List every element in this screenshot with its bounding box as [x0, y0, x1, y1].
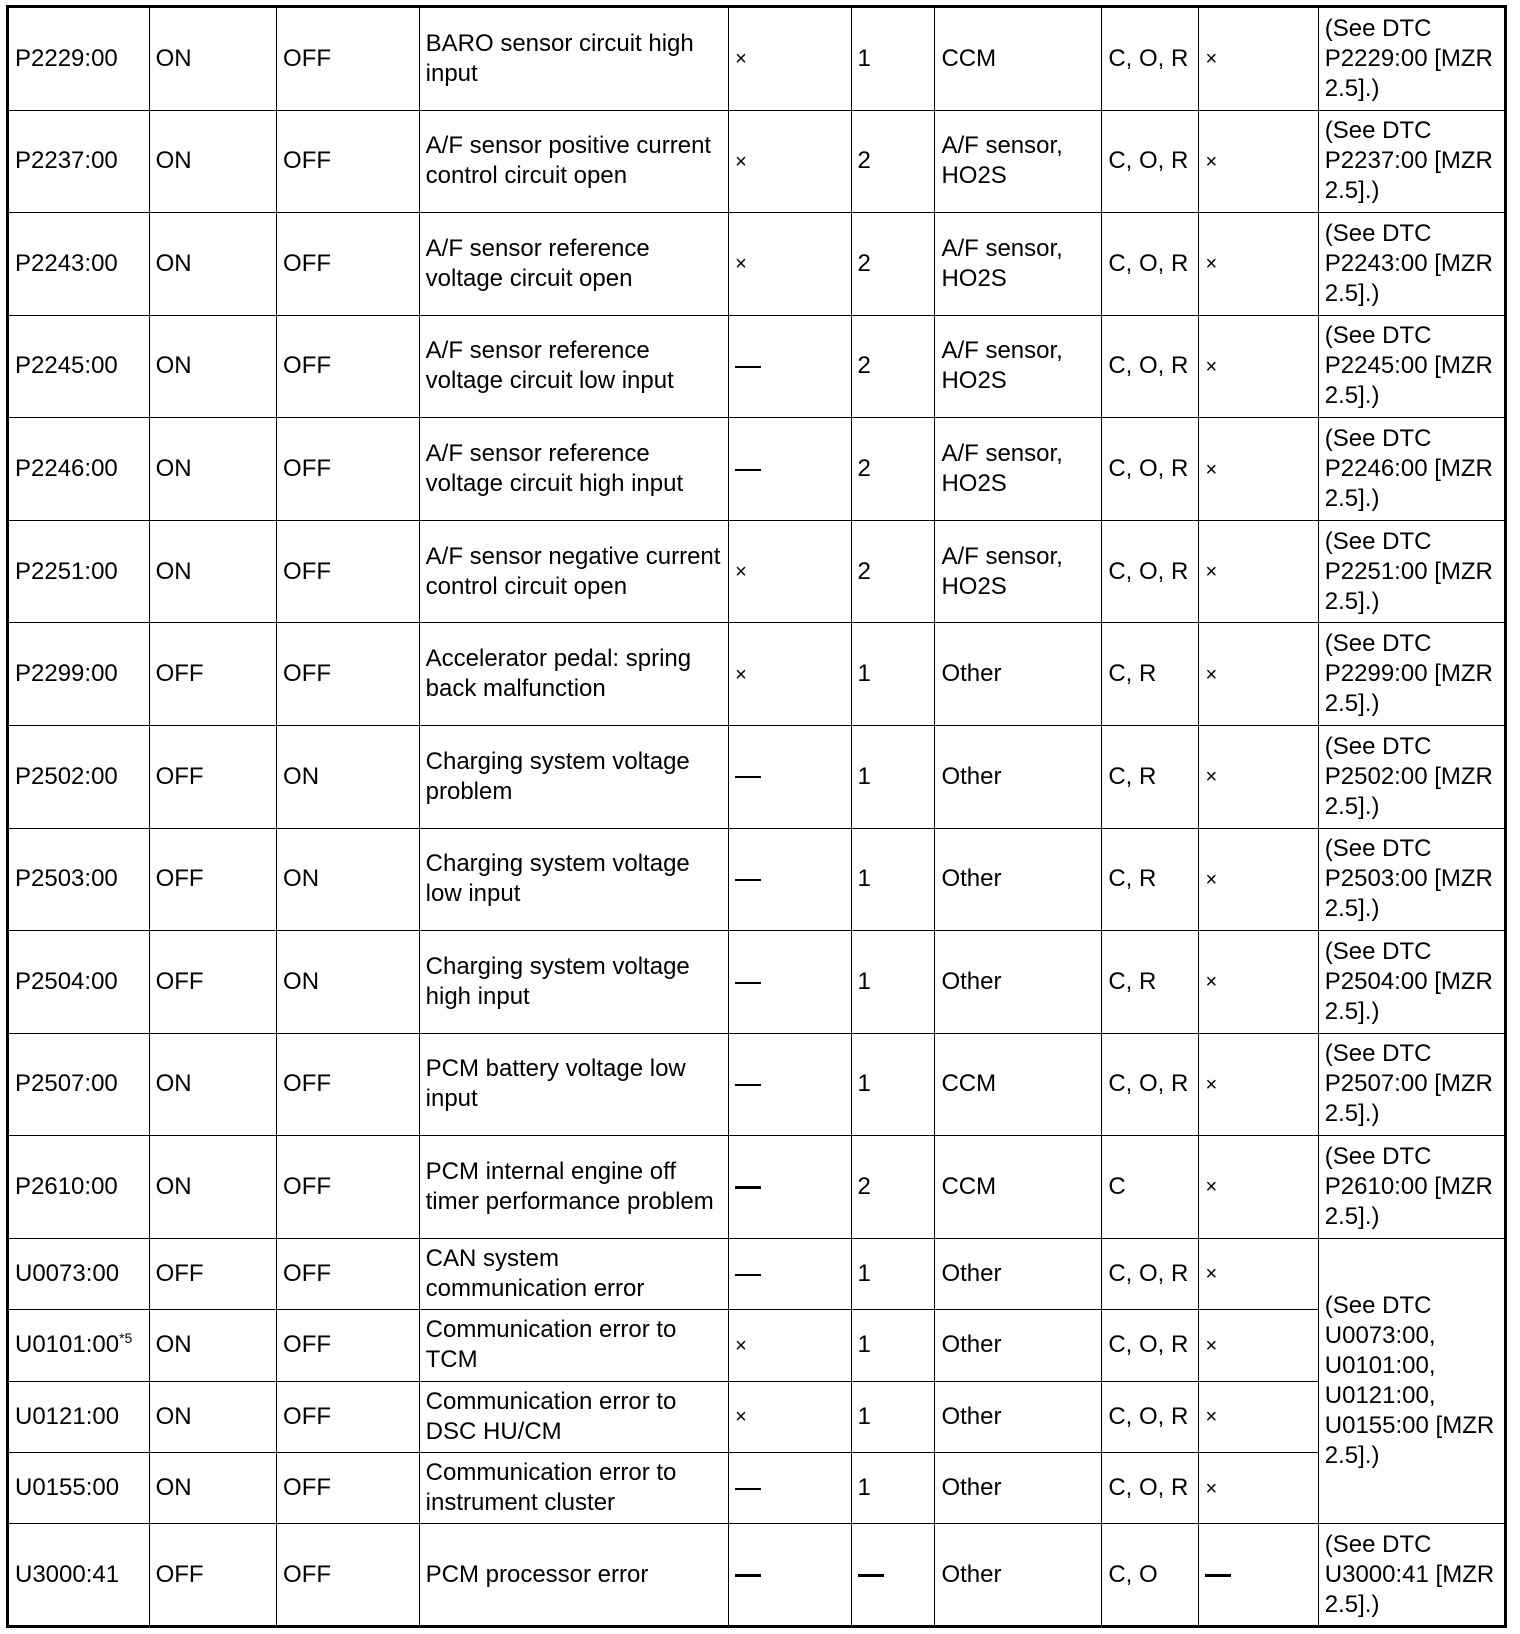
x-mark: ×	[1205, 48, 1218, 71]
monitor-cell	[729, 1136, 851, 1239]
monitor-cell	[729, 1452, 851, 1523]
dtc-code	[8, 1310, 150, 1381]
fail-cell	[1199, 1033, 1318, 1136]
description-cell: A/F sensor reference voltage circuit open	[419, 213, 729, 316]
description-cell: A/F sensor positive current control circuit open	[419, 110, 729, 213]
dtc-type-cell: C, O, R	[1102, 1033, 1199, 1136]
trip-cell: 1	[851, 1310, 935, 1381]
mil-cell: ON	[149, 1452, 276, 1523]
dtc-table	[6, 5, 1507, 1628]
fail-cell	[1199, 110, 1318, 213]
fail-cell	[1199, 418, 1318, 521]
dtc-type-cell: C, R	[1102, 931, 1199, 1034]
trip-cell: 2	[851, 213, 935, 316]
reference-cell: (See DTC P2246:00 [MZR 2.5].)	[1318, 418, 1505, 521]
gen-cell: OFF	[277, 1381, 420, 1452]
monitor-cell	[729, 110, 851, 213]
dtc-code: P2251:00	[8, 520, 150, 623]
footnote-mark: *5	[119, 1330, 133, 1347]
dtc-code: P2237:00	[8, 110, 150, 213]
gen-cell: OFF	[277, 1452, 420, 1523]
monitor-item-cell: CCM	[935, 1033, 1102, 1136]
gen-cell: OFF	[277, 110, 420, 213]
gen-cell: ON	[277, 725, 420, 828]
description-cell: Communication error to TCM	[419, 1310, 729, 1381]
dtc-code: P2502:00	[8, 725, 150, 828]
x-mark: ×	[1205, 458, 1218, 481]
x-mark: ×	[735, 150, 747, 173]
reference-cell: (See DTC P2237:00 [MZR 2.5].)	[1318, 110, 1505, 213]
trip-cell: 1	[851, 1381, 935, 1452]
dtc-code-text: U0101:00	[15, 1331, 120, 1359]
gen-cell: OFF	[277, 1033, 420, 1136]
mil-cell: ON	[149, 1310, 276, 1381]
dtc-type-cell: C, R	[1102, 725, 1199, 828]
monitor-item-cell: A/F sensor, HO2S	[935, 520, 1102, 623]
table-row	[8, 1310, 1506, 1381]
monitor-cell	[729, 520, 851, 623]
dtc-code: P2245:00	[8, 315, 150, 418]
description-cell: Accelerator pedal: spring back malfunction	[419, 623, 729, 726]
trip-cell: 2	[851, 418, 935, 521]
table-row	[8, 1238, 1506, 1309]
description-cell: Communication error to DSC HU/CM	[419, 1381, 729, 1452]
dash-mark	[735, 1488, 761, 1490]
fail-cell	[1199, 213, 1318, 316]
dtc-type-cell: C, O, R	[1102, 315, 1199, 418]
fail-cell	[1199, 1452, 1318, 1523]
dtc-code: P2610:00	[8, 1136, 150, 1239]
x-mark: ×	[1205, 971, 1218, 994]
monitor-item-cell: CCM	[935, 1136, 1102, 1239]
dtc-type-cell: C	[1102, 1136, 1199, 1239]
fail-cell	[1199, 725, 1318, 828]
dtc-type-cell: C, O, R	[1102, 1452, 1199, 1523]
dtc-code: P2243:00	[8, 213, 150, 316]
table-row	[8, 1381, 1506, 1452]
gen-cell: OFF	[277, 623, 420, 726]
fail-cell	[1199, 1524, 1318, 1627]
description-cell: CAN system communication error	[419, 1238, 729, 1309]
table-row	[8, 1033, 1506, 1136]
table-row	[8, 520, 1506, 623]
monitor-cell	[729, 828, 851, 931]
dtc-type-cell: C, O, R	[1102, 1310, 1199, 1381]
table-row	[8, 418, 1506, 521]
gen-cell: OFF	[277, 1136, 420, 1239]
x-mark: ×	[1205, 766, 1218, 789]
dtc-type-cell: C, O, R	[1102, 213, 1199, 316]
reference-cell: (See DTC P2251:00 [MZR 2.5].)	[1318, 520, 1505, 623]
monitor-item-cell: Other	[935, 725, 1102, 828]
x-mark: ×	[1205, 1176, 1218, 1199]
monitor-cell	[729, 1033, 851, 1136]
dtc-type-cell: C, O, R	[1102, 1238, 1199, 1309]
table-row	[8, 315, 1506, 418]
x-mark: ×	[735, 561, 747, 584]
dtc-code: P2299:00	[8, 623, 150, 726]
mil-cell: OFF	[149, 1238, 276, 1309]
monitor-item-cell: Other	[935, 931, 1102, 1034]
monitor-cell	[729, 7, 851, 111]
dash-mark	[1205, 1574, 1231, 1577]
dash-mark	[735, 776, 761, 778]
x-mark: ×	[1205, 1073, 1218, 1096]
dtc-code: P2229:00	[8, 7, 150, 111]
monitor-item-cell: CCM	[935, 7, 1102, 111]
mil-cell: ON	[149, 110, 276, 213]
trip-cell: 1	[851, 725, 935, 828]
fail-cell	[1199, 1381, 1318, 1452]
reference-cell: (See DTC P2299:00 [MZR 2.5].)	[1318, 623, 1505, 726]
monitor-item-cell: A/F sensor, HO2S	[935, 110, 1102, 213]
description-cell: PCM internal engine off timer performance problem	[419, 1136, 729, 1239]
trip-cell: 1	[851, 623, 935, 726]
x-mark: ×	[1205, 1334, 1218, 1357]
mil-cell: OFF	[149, 931, 276, 1034]
table-row	[8, 725, 1506, 828]
x-mark: ×	[1205, 561, 1218, 584]
mil-cell: ON	[149, 520, 276, 623]
dtc-type-cell: C, O, R	[1102, 1381, 1199, 1452]
description-cell: PCM processor error	[419, 1524, 729, 1627]
mil-cell: OFF	[149, 623, 276, 726]
monitor-cell	[729, 725, 851, 828]
monitor-cell	[729, 931, 851, 1034]
monitor-cell	[729, 213, 851, 316]
table-row	[8, 828, 1506, 931]
reference-cell: (See DTC U3000:41 [MZR 2.5].)	[1318, 1524, 1505, 1627]
dtc-type-cell: C, O, R	[1102, 418, 1199, 521]
monitor-item-cell: Other	[935, 1381, 1102, 1452]
monitor-item-cell: Other	[935, 1238, 1102, 1309]
monitor-item-cell: Other	[935, 1524, 1102, 1627]
description-cell: PCM battery voltage low input	[419, 1033, 729, 1136]
x-mark: ×	[1205, 1477, 1218, 1500]
fail-cell	[1199, 520, 1318, 623]
monitor-cell	[729, 1524, 851, 1627]
table-row	[8, 7, 1506, 111]
dash-mark	[735, 366, 761, 368]
x-mark: ×	[1205, 1406, 1218, 1429]
fail-cell	[1199, 828, 1318, 931]
table-row	[8, 623, 1506, 726]
gen-cell: ON	[277, 931, 420, 1034]
description-cell: BARO sensor circuit high input	[419, 7, 729, 111]
trip-cell: 2	[851, 520, 935, 623]
gen-cell: OFF	[277, 1238, 420, 1309]
gen-cell: OFF	[277, 213, 420, 316]
gen-cell: OFF	[277, 418, 420, 521]
mil-cell: ON	[149, 1033, 276, 1136]
trip-cell: 1	[851, 7, 935, 111]
dash-mark	[858, 1574, 884, 1577]
dash-mark	[735, 982, 761, 984]
dtc-code: P2507:00	[8, 1033, 150, 1136]
dash-mark	[735, 1574, 761, 1577]
mil-cell: ON	[149, 213, 276, 316]
x-mark: ×	[735, 253, 747, 276]
dtc-code: U0155:00	[8, 1452, 150, 1523]
description-cell: Charging system voltage low input	[419, 828, 729, 931]
dash-mark	[735, 879, 761, 881]
monitor-cell	[729, 1238, 851, 1309]
table-row	[8, 1524, 1506, 1627]
description-cell: Charging system voltage problem	[419, 725, 729, 828]
trip-cell: 1	[851, 1238, 935, 1309]
table-row	[8, 110, 1506, 213]
dtc-type-cell: C, O, R	[1102, 7, 1199, 111]
trip-cell: 2	[851, 110, 935, 213]
reference-cell: (See DTC P2503:00 [MZR 2.5].)	[1318, 828, 1505, 931]
reference-cell: (See DTC P2610:00 [MZR 2.5].)	[1318, 1136, 1505, 1239]
trip-cell: 1	[851, 1033, 935, 1136]
monitor-item-cell: Other	[935, 1310, 1102, 1381]
mil-cell: ON	[149, 418, 276, 521]
mil-cell: ON	[149, 7, 276, 111]
trip-cell: 1	[851, 931, 935, 1034]
reference-cell: (See DTC P2502:00 [MZR 2.5].)	[1318, 725, 1505, 828]
dtc-code: U3000:41	[8, 1524, 150, 1627]
fail-cell	[1199, 7, 1318, 111]
fail-cell	[1199, 1238, 1318, 1309]
mil-cell: ON	[149, 1136, 276, 1239]
monitor-item-cell: Other	[935, 828, 1102, 931]
table-row	[8, 1136, 1506, 1239]
monitor-item-cell: A/F sensor, HO2S	[935, 315, 1102, 418]
mil-cell: OFF	[149, 828, 276, 931]
gen-cell: OFF	[277, 1524, 420, 1627]
reference-cell: (See DTC P2245:00 [MZR 2.5].)	[1318, 315, 1505, 418]
dash-mark	[735, 1186, 761, 1189]
reference-cell: (See DTC P2507:00 [MZR 2.5].)	[1318, 1033, 1505, 1136]
dtc-type-cell: C, O	[1102, 1524, 1199, 1627]
x-mark: ×	[1205, 150, 1218, 173]
dash-mark	[735, 1274, 761, 1276]
dtc-code: P2246:00	[8, 418, 150, 521]
dash-mark	[735, 469, 761, 471]
x-mark: ×	[735, 48, 747, 71]
mil-cell: ON	[149, 315, 276, 418]
fail-cell	[1199, 623, 1318, 726]
dtc-type-cell: C, R	[1102, 623, 1199, 726]
monitor-cell	[729, 623, 851, 726]
trip-cell: 1	[851, 1452, 935, 1523]
mil-cell: OFF	[149, 725, 276, 828]
fail-cell	[1199, 315, 1318, 418]
dash-mark	[735, 1084, 761, 1086]
reference-cell: (See DTC P2504:00 [MZR 2.5].)	[1318, 931, 1505, 1034]
gen-cell: OFF	[277, 7, 420, 111]
gen-cell: OFF	[277, 520, 420, 623]
x-mark: ×	[1205, 1263, 1218, 1286]
reference-cell: (See DTC P2229:00 [MZR 2.5].)	[1318, 7, 1505, 111]
monitor-item-cell: A/F sensor, HO2S	[935, 418, 1102, 521]
monitor-item-cell: A/F sensor, HO2S	[935, 213, 1102, 316]
monitor-item-cell: Other	[935, 1452, 1102, 1523]
fail-cell	[1199, 1310, 1318, 1381]
dtc-code: U0073:00	[8, 1238, 150, 1309]
trip-cell: 2	[851, 1136, 935, 1239]
dtc-type-cell: C, O, R	[1102, 110, 1199, 213]
trip-cell: 2	[851, 315, 935, 418]
dtc-code: P2503:00	[8, 828, 150, 931]
gen-cell: OFF	[277, 1310, 420, 1381]
dtc-type-cell: C, O, R	[1102, 520, 1199, 623]
trip-cell	[851, 1524, 935, 1627]
monitor-cell	[729, 1381, 851, 1452]
monitor-item-cell: Other	[935, 623, 1102, 726]
table-row	[8, 1452, 1506, 1523]
table-row	[8, 213, 1506, 316]
monitor-cell	[729, 418, 851, 521]
fail-cell	[1199, 931, 1318, 1034]
x-mark: ×	[735, 1334, 747, 1357]
group-reference-cell: (See DTC U0073:00, U0101:00, U0121:00, U0155:00 [MZR 2.5].)	[1318, 1238, 1505, 1524]
description-cell: A/F sensor negative current control circuit open	[419, 520, 729, 623]
x-mark: ×	[1205, 355, 1218, 378]
reference-cell: (See DTC P2243:00 [MZR 2.5].)	[1318, 213, 1505, 316]
description-cell: Charging system voltage high input	[419, 931, 729, 1034]
mil-cell: ON	[149, 1381, 276, 1452]
monitor-cell	[729, 315, 851, 418]
description-cell: Communication error to instrument cluster	[419, 1452, 729, 1523]
x-mark: ×	[735, 1406, 747, 1429]
description-cell: A/F sensor reference voltage circuit high input	[419, 418, 729, 521]
gen-cell: OFF	[277, 315, 420, 418]
mil-cell: OFF	[149, 1524, 276, 1627]
gen-cell: ON	[277, 828, 420, 931]
x-mark: ×	[735, 663, 747, 686]
dtc-code: P2504:00	[8, 931, 150, 1034]
x-mark: ×	[1205, 868, 1218, 891]
x-mark: ×	[1205, 253, 1218, 276]
trip-cell: 1	[851, 828, 935, 931]
x-mark: ×	[1205, 663, 1218, 686]
description-cell: A/F sensor reference voltage circuit low input	[419, 315, 729, 418]
dtc-code: U0121:00	[8, 1381, 150, 1452]
table-row	[8, 931, 1506, 1034]
monitor-cell	[729, 1310, 851, 1381]
fail-cell	[1199, 1136, 1318, 1239]
dtc-type-cell: C, R	[1102, 828, 1199, 931]
